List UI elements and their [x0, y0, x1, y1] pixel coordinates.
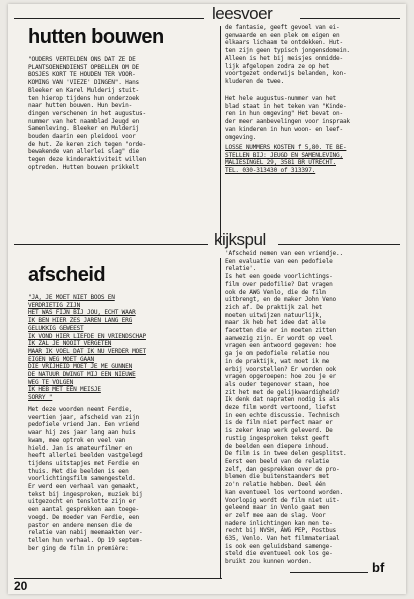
article2-quote: "JA, JE MOET NIET BOOS EN VERDRIETIG ZIJN HET WAS FIJN BIJ JOU, ECHT WAAR IK BEN HIER ZES JAREN LANG ERG GELUKKIG GEWEEST IK VOND HIER LIEFDE EN VRIENDSCHAP IK ZAL JE NOOIT VERGETEN MAAR IK VOEL DAT IK NU VERDER MOET EIGEN WEG MOET GAAN DIE VRIJHEID MOET JE ME GUNNEN DE NATUUR DWINGT MIJ EEN NIEUWE WEG TE VOLGEN IK HEB MET EEN MEISJE SORRY " — [28, 294, 146, 402]
article1-body-right-1: de fantasie, geeft gevoel van ei- genwaarde en een plek om eigen en elkaars lichaam te ontdekken. Hut- ten zijn geen typisch jongensdomein. Alleen is het bij meisjes onmidde- lijk afgelopen zodra ze op het voortgezet onderwijs belanden, kon- kluderen de twee. — [225, 24, 350, 85]
article-title-afscheid: afscheid — [28, 264, 106, 286]
article1-body-left: "OUDERS VERTELDEN ONS DAT ZE DE PLANTSOENENDIENST OPBELLEN OM DE BOSJES KORT TE HOUDEN TER VOOR- KOMING VAN 'VIEZE' DINGEN". Hans Bleeker en Karel Mulderij stuit- ten hierop tijdens hun onderzoek naar hutten bouwen. Hun bevin- dingen verschenen in het augustus- nummer van het naamblad Jeugd en Samenleving. Bleeker en Mulderij bouden daarin een pleidooi voor de hut. Ze keren zich tegen "orde- bewakende van allerlei slag" die tegen deze kinderaktiviteit willen optreden. Hutten bouwen prikkelt — [28, 56, 146, 171]
section-label-kijkspul: kijkspul — [214, 230, 266, 249]
article1-body-right-2: Het hele augustus-nummer van het blad staat in het teken van "Kinde- ren in hun omgeving" Het bevat on- der meer aanbevelingen voor inspraak van kinderen in hun woon- en leef- omgeving. — [225, 95, 350, 141]
article2-body-left: Met deze woorden neemt Ferdie, veertien jaar, afscheid van zijn pedofiele vriend Jan. Een vriend waar hij zes jaar lang aan huis kwam, mee optrok en veel van hield. Jan is amateurfilmer en heeft allerlei beelden vastgelegd tijdens uitstapjes met Ferdie en thuis. Met die beelden is een voorlichtingsfilm samengesteld. Er werd een verhaal van gemaakt, tekst bij ingesproken, muziek bij uitgezocht en tenslotte zijn er een aantal gesprekken aan toege- voegd. De moeder van Ferdie, een pastor en andere mensen die de relatie van nabij meemaakten ver- tellen hun verhaal. Op 19 septem- ber ging de film in première: — [28, 406, 143, 552]
section-label-leesvoer: leesvoer — [212, 4, 273, 23]
page-number: 20 — [14, 579, 28, 593]
section-rule-middle-right — [278, 244, 400, 245]
footer-rule — [14, 578, 222, 579]
section-rule-top-right — [300, 18, 400, 19]
column-divider-top — [220, 26, 221, 244]
column-divider-bottom — [220, 258, 221, 578]
signature-rule — [290, 572, 368, 573]
author-signature: bf — [372, 560, 385, 575]
magazine-page — [8, 4, 406, 594]
section-rule-top — [14, 18, 204, 19]
section-rule-middle — [14, 244, 208, 245]
article1-order-info: LOSSE NUMMERS KOSTEN f 5,80. TE BE- STELLEN BIJ: JEUGD EN SAMENLEVING, MALIESINGEL 29, 3581 BR UTRECHT. TEL. 030-313430 of 313397. — [225, 144, 347, 175]
article2-body-right: 'Afscheid nemen van een vriendje.. Een evaluatie van een pedofiele relatie'. Is het een goede voorlichtings- film over pedofilie? Dat vragen ook de AWG Venlo, die de film uitbrengt, en de maker John Veno zich af. De praktijk zal het moeten uitwijzen natuurlijk, maar ik heb het idee dat alle facetten die er in moeten zitten aanwezig zijn. Er wordt op veel vragen een antwoord gegeven: hoe ga je om pedofiele relatie nou in de praktijk, wat moet ik me erbij voorstellen? Er worden ook vragen opgeroepen: hoe zou je er als ouder tegenover staan, hoe zit het met de gelijkwaardigheid? Ik denk dat napraten nodig is als deze film wordt vertoond, liefst in een echte discussie. Technisch is de film niet perfect maar er is zeker knap werk geleverd. De rustig ingesproken tekst geeft de beelden een diepere inhoud. De film is in twee delen gesplitst. Eerst een beeld van de relatie zelf, dan gesprekken over de pro- blemen die buitenstaanders met zo'n relatie hebben. Deel één kan eventueel los vertoond worden. Voorlopig wordt de film niet uit- geleend maar in Venlo gaat men er zelf mee aan de slag. Voor nadere inlichtingen kan men te- recht bij NVSH, AWG PEP, Postbus 635, Venlo. Van het filmmateriaal is ook een geluidsband samenge- steld die eventueel ook los ge- bruikt zou kunnen worden. — [225, 250, 347, 566]
article-title-hutten-bouwen: hutten bouwen — [28, 26, 164, 48]
